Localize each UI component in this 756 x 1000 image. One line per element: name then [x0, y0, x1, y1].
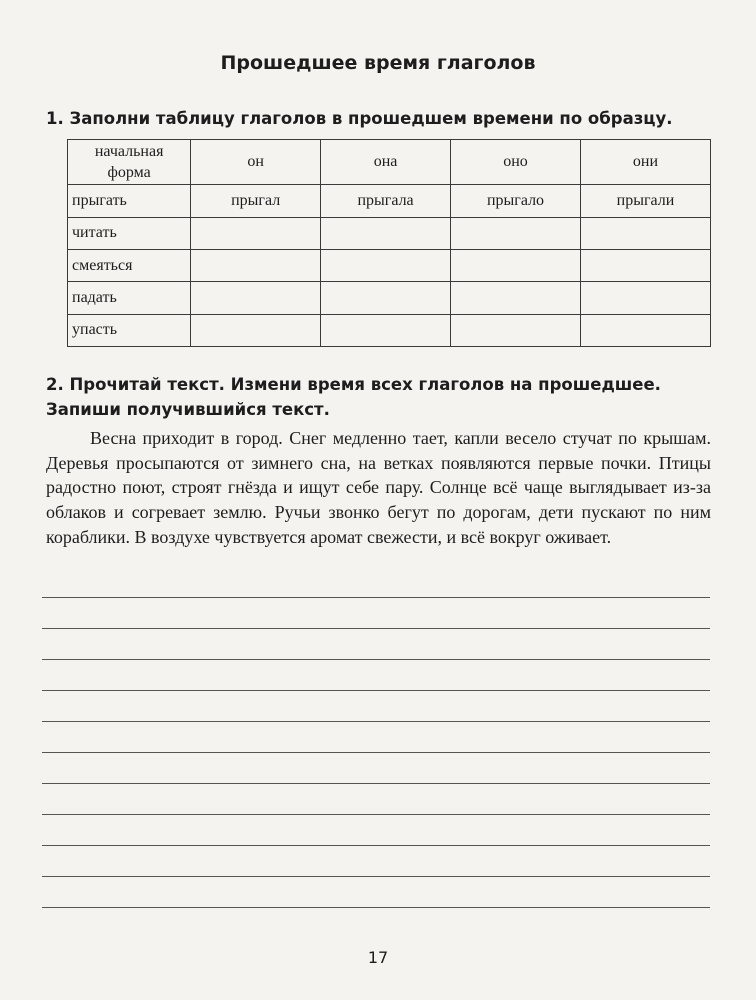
answer-cell[interactable]: [580, 250, 710, 282]
writing-line[interactable]: [42, 597, 710, 598]
answer-cell[interactable]: [321, 250, 451, 282]
answer-cell[interactable]: [191, 250, 321, 282]
answer-cell[interactable]: [451, 217, 581, 249]
answer-cell[interactable]: [580, 217, 710, 249]
page-title: Прошедшее время глаголов: [220, 52, 536, 74]
answer-cell[interactable]: [451, 250, 581, 282]
answer-cell[interactable]: [321, 217, 451, 249]
answer-cell[interactable]: [191, 282, 321, 314]
cell-infinitive: упасть: [68, 314, 191, 346]
verb-table: [67, 139, 711, 347]
writing-line[interactable]: [42, 845, 710, 846]
answer-cell[interactable]: [321, 314, 451, 346]
writing-line[interactable]: [42, 876, 710, 877]
answer-cell[interactable]: [191, 217, 321, 249]
writing-line[interactable]: [42, 721, 710, 722]
table-row: [68, 185, 711, 217]
header-infinitive: начальная форма: [68, 140, 191, 185]
page-number: 17: [367, 948, 389, 967]
header-oni: они: [580, 140, 710, 185]
writing-line[interactable]: [42, 783, 710, 784]
task-2-heading: 2. Прочитай текст. Измени время всех глаголов на прошедшее. Запиши получившийся текст.: [46, 375, 661, 419]
table-row: [68, 314, 711, 346]
cell-oni: прыгали: [580, 185, 710, 217]
answer-cell[interactable]: [580, 314, 710, 346]
writing-line[interactable]: [42, 814, 710, 815]
cell-ona: прыгала: [321, 185, 451, 217]
writing-line[interactable]: [42, 659, 710, 660]
table-row: [68, 282, 711, 314]
cell-infinitive: читать: [68, 217, 191, 249]
reading-passage: Весна приходит в город. Снег медленно тает, капли весело стучат по крышам. Деревья просыпаются от зимнего сна, на ветках появляются первые почки. Птицы радостно поют, строят гнёзда и ищут себе пару. Солнце всё чаще выглядывает из-за облаков и согревает землю. Ручьи звонко бегут по дорогам, дети пускают по ним кораблики. В воздухе чувствуется аромат свежести, и всё вокруг оживает.: [46, 428, 711, 547]
writing-line[interactable]: [42, 690, 710, 691]
table-row: [68, 217, 711, 249]
header-ona: она: [321, 140, 451, 185]
header-ono: оно: [451, 140, 581, 185]
answer-cell[interactable]: [451, 314, 581, 346]
table-row: [68, 250, 711, 282]
task-1-heading: 1. Заполни таблицу глаголов в прошедшем времени по образцу.: [46, 109, 673, 128]
writing-line[interactable]: [42, 628, 710, 629]
answer-cell[interactable]: [580, 282, 710, 314]
table-header-row: [68, 140, 711, 185]
writing-line[interactable]: [42, 907, 710, 908]
header-on: он: [191, 140, 321, 185]
cell-infinitive: падать: [68, 282, 191, 314]
cell-infinitive: смеяться: [68, 250, 191, 282]
cell-on: прыгал: [191, 185, 321, 217]
cell-ono: прыгало: [451, 185, 581, 217]
answer-cell[interactable]: [321, 282, 451, 314]
answer-cell[interactable]: [191, 314, 321, 346]
cell-infinitive: прыгать: [68, 185, 191, 217]
writing-line[interactable]: [42, 752, 710, 753]
answer-cell[interactable]: [451, 282, 581, 314]
